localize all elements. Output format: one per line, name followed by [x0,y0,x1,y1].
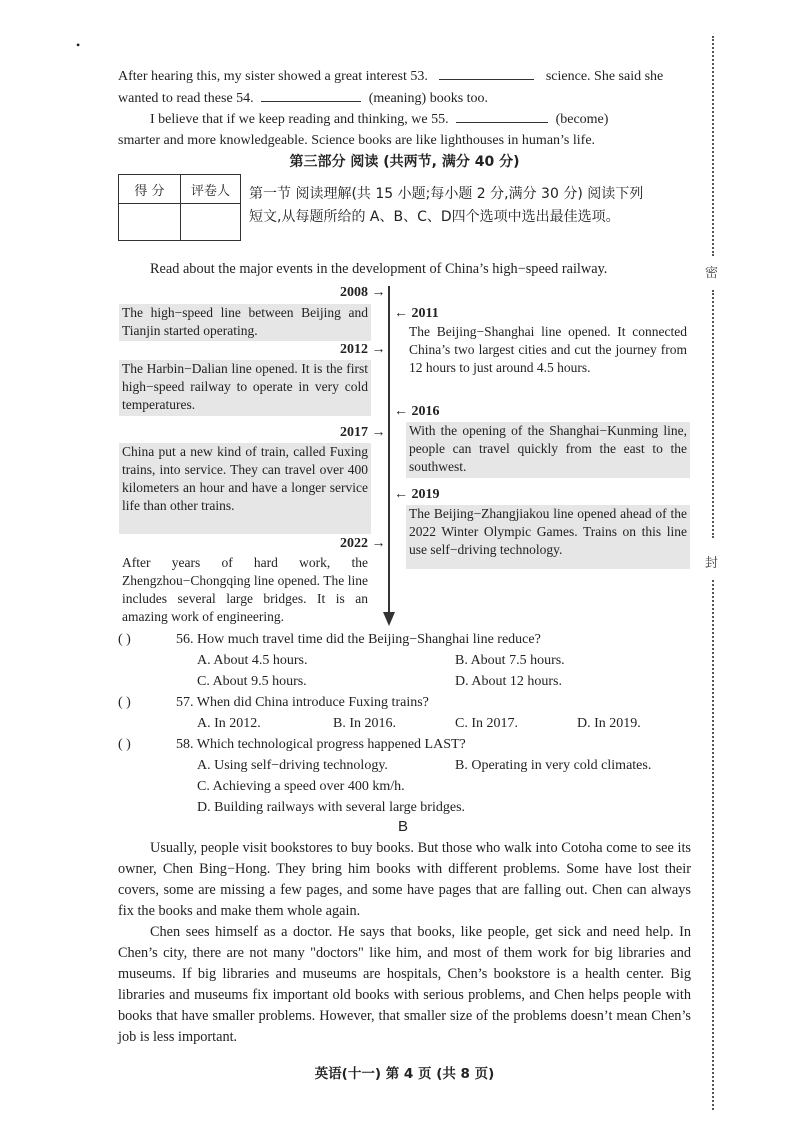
fill-in-53-tail: science. She said she [545,69,664,84]
blank-55[interactable] [456,108,548,123]
question-56-paren[interactable]: ( ) [118,632,131,647]
seal-mark-mi: 密 [705,266,719,281]
page-footer: 英语(十一) 第 4 页 (共 8 页) [314,1066,495,1082]
fill-in-line-53 [118,65,663,87]
question-56-option-a[interactable]: A. About 4.5 hours. [197,653,308,668]
corner-dot: • [76,38,81,52]
blank-53[interactable] [439,65,534,80]
timeline-axis [388,286,390,616]
question-58-option-c[interactable]: C. Achieving a speed over 400 km/h. [197,779,405,794]
question-56-option-c[interactable]: C. About 9.5 hours. [197,674,307,689]
section1-instruction-line2: 短文,从每题所给的 A、B、C、D四个选项中选出最佳选项。 [249,209,620,225]
seal-mark-feng: 封 [705,556,719,571]
blank-54[interactable] [261,87,361,102]
question-58-option-d[interactable]: D. Building railways with several large bridges. [197,800,466,815]
timeline-year-2011: ← 2011 [394,306,439,321]
passage-b-label: B [398,818,409,835]
timeline-event-2022: After years of hard work, the Zhengzhou−Chongqing line opened. The line includes several large bridges. It is an amazing work of engineering. [122,555,368,624]
question-57-option-b[interactable]: B. In 2016. [333,716,396,731]
part3-title: 第三部分 阅读 (共两节, 满分 40 分) [289,154,520,170]
question-57-paren[interactable]: ( ) [118,695,131,710]
timeline-event-2019: The Beijing−Zhangjiakou line opened ahead of the 2022 Winter Olympic Games. Trains on this line use self−driving technology. [406,505,690,569]
grader-header: 评卷人 [181,175,241,204]
question-58-option-b[interactable]: B. Operating in very cold climates. [455,758,652,773]
timeline-year-2017: 2017 → [340,425,386,440]
timeline-year-2008: 2008 → [340,285,386,300]
binding-line-bottom [712,580,714,1110]
section1-instruction-line1: 第一节 阅读理解(共 15 小题;每小题 2 分,满分 30 分) 阅读下列 [249,186,644,202]
question-56-stem: 56. How much travel time did the Beijing−Shanghai line reduce? [176,632,541,647]
passage-b-paragraph-1: Usually, people visit bookstores to buy books. But those who walk into Cotoha come to see its owner, Chen Bing−Hong. They bring him books with different problems. Some have lost their covers, some are missing a few pages, and some have pages that are falling out. Chen can always fix the books and make them whole again. [118,840,691,919]
timeline-year-2012: 2012 → [340,342,386,357]
fill-in-line-55-cont: smarter and more knowledgeable. Science books are like lighthouses in human’s life. [118,133,596,148]
question-56-option-d[interactable]: D. About 12 hours. [455,674,562,689]
timeline-year-2019: ← 2019 [394,487,440,502]
fill-in-55-text: I believe that if we keep reading and thinking, we 55. [150,112,449,127]
timeline-event-2011: The Beijing−Shanghai line opened. It connected China’s two largest cities and cut the journey from 12 hours to just around 4.5 hours. [409,324,687,375]
timeline-year-2016: ← 2016 [394,404,440,419]
question-57-option-d[interactable]: D. In 2019. [577,716,641,731]
fill-in-line-54 [118,87,488,109]
score-header: 得 分 [119,175,181,204]
score-table [118,174,241,241]
score-cell[interactable] [119,204,181,241]
fill-in-55-tail: (become) [555,112,609,127]
fill-in-line-55 [150,108,608,130]
fill-in-53-text: After hearing this, my sister showed a great interest 53. [118,69,428,84]
question-58-paren[interactable]: ( ) [118,737,131,752]
binding-line-top [712,36,714,256]
fill-in-54-tail: (meaning) books too. [368,91,489,106]
binding-line-middle [712,290,714,538]
timeline-arrowhead [383,612,395,626]
question-58-stem: 58. Which technological progress happened LAST? [176,737,466,752]
fill-in-54-text: wanted to read these 54. [118,91,254,106]
timeline-year-2022: 2022 → [340,536,386,551]
question-56-option-b[interactable]: B. About 7.5 hours. [455,653,565,668]
timeline-event-2016: With the opening of the Shanghai−Kunming line, people can travel quickly from the east to the southwest. [406,422,690,478]
passage-b-paragraph-2: Chen sees himself as a doctor. He says that books, like people, get sick and need help. In Chen’s city, there are not many "doctors" like him, and most of them work for big libraries and museums. If big libraries and museums are hospitals, Chen’s bookstore is a health center. Big libraries and museums fix important old books with serious problems, and Chen helps people with books that have smaller problems. However, that smaller size of the problems doesn’t mean Chen’s job is less important. [118,924,691,1045]
passage-a-intro: Read about the major events in the development of China’s high−speed railway. [150,261,608,277]
question-57-option-c[interactable]: C. In 2017. [455,716,518,731]
question-57-option-a[interactable]: A. In 2012. [197,716,261,731]
timeline-event-2017: China put a new kind of train, called Fuxing trains, into service. They can travel over 400 kilometers an hour and have a longer service life than other trains. [119,443,371,534]
grader-cell[interactable] [181,204,241,241]
question-57-stem: 57. When did China introduce Fuxing trains? [176,695,429,710]
timeline-event-2008: The high−speed line between Beijing and Tianjin started operating. [119,304,371,341]
timeline-event-2012: The Harbin−Dalian line opened. It is the first high−speed railway to operate in very cold temperatures. [119,360,371,416]
question-58-option-a[interactable]: A. Using self−driving technology. [197,758,388,773]
